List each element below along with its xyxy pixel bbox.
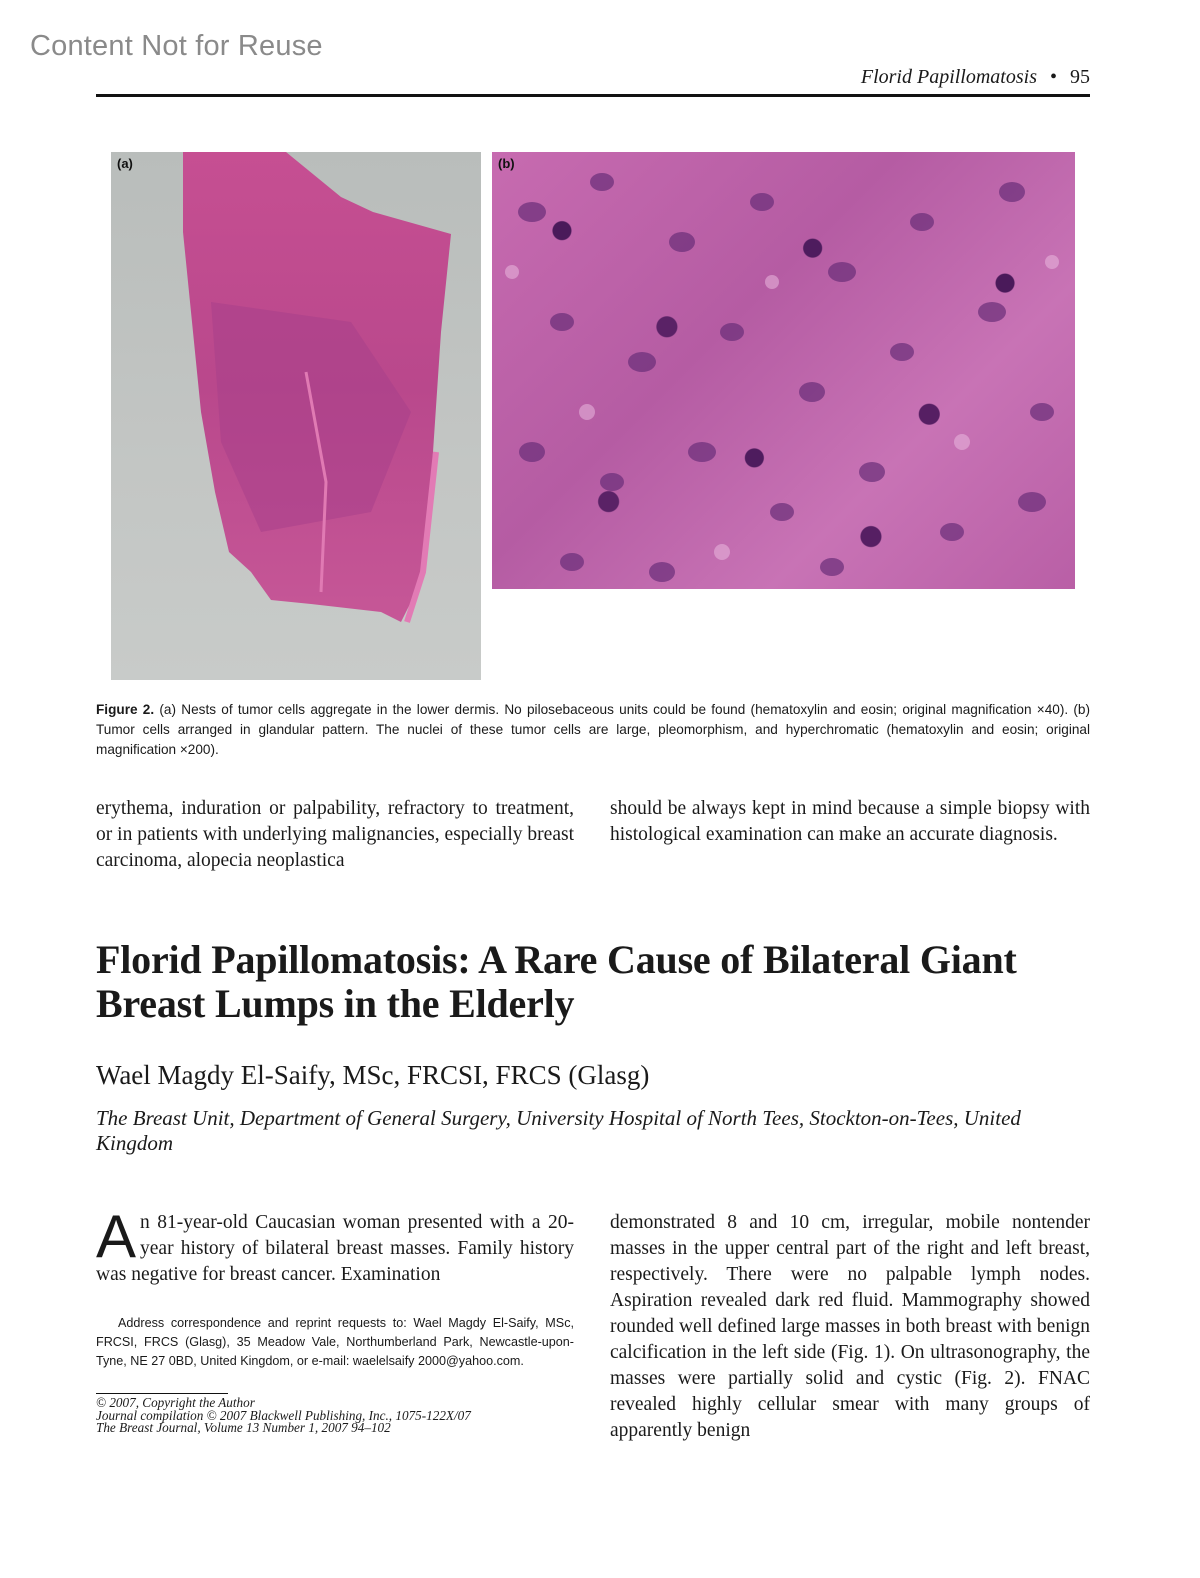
figure-panel-a bbox=[111, 152, 481, 680]
footnote-rule bbox=[96, 1393, 228, 1394]
previous-article-left-column: erythema, induration or palpability, refractory to treatment, or in patients with underlying malignancies, especially breast carcinoma, alopecia neoplastica bbox=[96, 798, 574, 871]
previous-article-right-column: should be always kept in mind because a simple biopsy with histological examination can make an accurate diagnosis. bbox=[610, 798, 1090, 845]
header-rule bbox=[96, 94, 1090, 97]
figure-caption-text: (a) Nests of tumor cells aggregate in the lower dermis. No pilosebaceous units could be found (hematoxylin and eosin; original magnification ×40). (b) Tumor cells arranged in glandular pattern. The nuclei of these tumor cells are large, pleomorphism, and hyperchromatic (hematoxylin and eosin; original magnification ×200). bbox=[96, 702, 1090, 757]
figure-caption bbox=[96, 700, 1090, 760]
figure-panel-b bbox=[492, 152, 1075, 589]
article-title-line-2: Breast Lumps in the Elderly bbox=[96, 981, 575, 1026]
micrograph-image bbox=[492, 152, 1075, 589]
panel-a-label: (a) bbox=[117, 156, 133, 171]
correspondence-note: Address correspondence and reprint requests to: Wael Magdy El-Saify, MSc, FRCSI, FRCS (Glasg), 35 Meadow Vale, Northumberland Park, Newcastle-upon-Tyne, NE 27 0BD, United Kingdom, or e-mail: waelelsaify 2000@yahoo.com. bbox=[96, 1316, 574, 1368]
copyright-notice bbox=[96, 1397, 471, 1435]
figure-caption-label: Figure 2. bbox=[96, 702, 155, 717]
article-affiliation: The Breast Unit, Department of General Surgery, University Hospital of North Tees, Stockton-on-Tees, United Kingdom bbox=[96, 1106, 1021, 1155]
watermark-text: Content Not for Reuse bbox=[30, 30, 323, 62]
article-body-right-column: demonstrated 8 and 10 cm, irregular, mobile nontender masses in the upper central part of the right and left breast, respectively. There were no palpable lymph nodes. Aspiration revealed dark red fluid. Mammography showed rounded well defined large masses in both breast with benign calcification in the left side (Fig. 1). On ultrasonography, the masses were partially solid and cystic (Fig. 2). FNAC revealed highly cellular smear with many groups of apparently benign bbox=[610, 1212, 1090, 1441]
article-body-left-column bbox=[96, 1203, 574, 1288]
article-body-left-text: n 81-year-old Caucasian woman presented with a 20-year history of bilateral breast masses. Family history was negative for breast cancer. Examination bbox=[96, 1212, 574, 1285]
running-head-title: Florid Papillomatosis bbox=[860, 66, 1037, 88]
article-title-line-1: Florid Papillomatosis: A Rare Cause of Bilateral Giant bbox=[96, 937, 1017, 982]
running-head-bullet: • bbox=[1049, 66, 1057, 88]
copyright-line-1: © 2007, Copyright the Author bbox=[96, 1395, 255, 1410]
page-number: 95 bbox=[1070, 66, 1090, 88]
drop-cap: A bbox=[96, 1203, 137, 1270]
article-title bbox=[96, 938, 1096, 1026]
copyright-line-3: The Breast Journal, Volume 13 Number 1, 2007 94–102 bbox=[96, 1420, 391, 1435]
panel-b-label: (b) bbox=[498, 156, 515, 171]
article-author: Wael Magdy El-Saify, MSc, FRCSI, FRCS (Glasg) bbox=[96, 1060, 650, 1090]
tissue-section-image bbox=[111, 152, 481, 680]
running-head bbox=[861, 66, 1090, 89]
copyright-line-2: Journal compilation © 2007 Blackwell Publishing, Inc., 1075-122X/07 bbox=[96, 1407, 471, 1423]
